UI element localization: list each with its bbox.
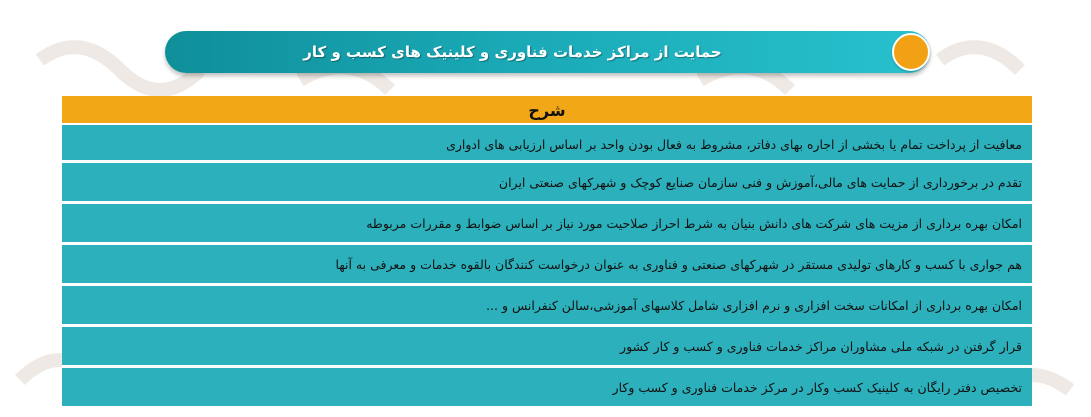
table-header: شرح [62, 96, 1032, 125]
table-row: قرار گرفتن در شبکه ملی مشاوران مراکز خدمات فناوری و کسب و کار کشور [62, 327, 1032, 368]
table-row: هم جواری با کسب و کارهای تولیدی مستقر در شهرکهای صنعتی و فناوری به عنوان درخواست کنندگان بالقوه خدمات و معرفی به آنها [62, 245, 1032, 286]
description-table [62, 96, 1032, 406]
page-title: حمایت از مراکز خدمات فناوری و کلینیک های کسب و کار [303, 43, 722, 61]
table-row: تخصیص دفتر رایگان به کلینیک کسب وکار در مرکز خدمات فناوری و کسب وکار [62, 368, 1032, 406]
table-row: معافیت از پرداخت تمام یا بخشی از اجاره بهای دفاتر، مشروط به فعال بودن واحد بر اساس ارزیابی های ادواری [62, 125, 1032, 163]
table-row: امکان بهره برداری از مزیت های شرکت های دانش بنیان به شرط احراز صلاحیت مورد نیاز بر اساس ضوابط و مقررات مربوطه [62, 204, 1032, 245]
table-row: تقدم در برخورداری از حمایت های مالی،آموزش و فنی سازمان صنایع کوچک و شهرکهای صنعتی ایران [62, 163, 1032, 204]
table-row: امکان بهره برداری از امکانات سخت افزاری و نرم افزاری شامل کلاسهای آموزشی،سالن کنفرانس و ... [62, 286, 1032, 327]
title-banner [165, 31, 930, 73]
circle-icon [892, 33, 930, 71]
